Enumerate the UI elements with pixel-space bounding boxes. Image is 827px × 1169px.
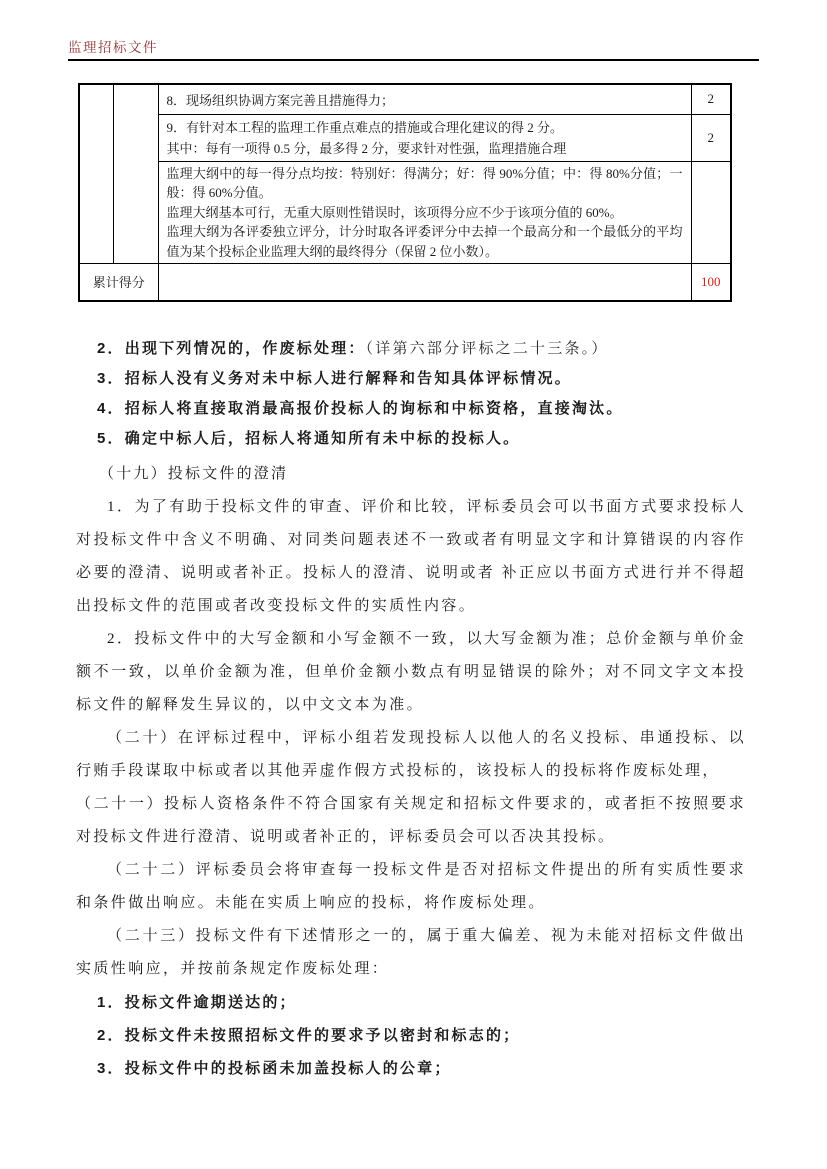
defect-item-2: 2．投标文件未按照招标文件的要求予以密封和标志的； bbox=[97, 1027, 521, 1044]
body-text bbox=[76, 297, 746, 1085]
table-row-9 bbox=[79, 114, 731, 161]
outline-rule-1: 监理大纲中的每一得分点均按：特别好：得满分；好：得 90%分值；中：得 80%分值；一般：得 60%分值。 bbox=[166, 165, 683, 200]
section-19-paragraph-1: 1．为了有助于投标文件的审查、评价和比较，评标委员会可以书面方式要求投标人对投标文件中含义不明确、对同类问题表述不一致或者有明显文字和计算错误的内容作必要的澄清、说明或者补正。投标人的澄清、说明或者 补正应以书面方式进行并不得超出投标文件的范围或者改变投标文件的实质性内容。 bbox=[76, 499, 746, 614]
header-title: 监理招标文件 bbox=[68, 40, 158, 55]
outline-rule-2: 监理大纲基本可行，无重大原则性错误时，该项得分应不少于该项分值的 60%。 bbox=[166, 204, 623, 220]
criterion-9-score: 2 bbox=[691, 114, 731, 161]
total-score-empty-cell bbox=[158, 264, 691, 301]
header-rule bbox=[68, 59, 759, 61]
total-score-value: 100 bbox=[691, 264, 731, 301]
list-item-2-bold: 2．出现下列情况的，作废标处理： bbox=[97, 340, 366, 357]
score-table bbox=[78, 83, 732, 302]
list-item-3: 3．招标人没有义务对未中标人进行解释和告知具体评标情况。 bbox=[97, 370, 572, 387]
table-row-8 bbox=[79, 84, 731, 114]
list-item-4: 4．招标人将直接取消最高报价投标人的询标和中标资格，直接淘汰。 bbox=[97, 400, 624, 417]
table-row-total bbox=[79, 264, 731, 301]
criterion-8-score: 2 bbox=[691, 84, 731, 114]
criterion-9-cell bbox=[158, 114, 691, 161]
empty-category-cell-1 bbox=[79, 84, 113, 264]
outline-rules-score bbox=[691, 161, 731, 264]
list-item-5: 5．确定中标人后，招标人将通知所有未中标的投标人。 bbox=[97, 430, 521, 447]
criterion-9-line1: 9．有针对本工程的监理工作重点难点的措施或合理化建议的得 2 分。 bbox=[166, 119, 564, 135]
page-header bbox=[68, 40, 759, 61]
section-21-paragraph: （二十一）投标人资格条件不符合国家有关规定和招标文件要求的，或者拒不按照要求对投标文件进行澄清、说明或者补正的，评标委员会可以否决其投标。 bbox=[76, 796, 746, 845]
empty-category-cell-2 bbox=[113, 84, 158, 264]
section-19-paragraph-2: 2．投标文件中的大写金额和小写金额不一致，以大写金额为准；总价金额与单价金额不一致，以单价金额为准，但单价金额小数点有明显错误的除外；对不同文字文本投标文件的解释发生异议的，以中文文本为准。 bbox=[76, 631, 746, 713]
list-item-2-note: （详第六部分评标之二十三条。） bbox=[365, 341, 609, 357]
defect-item-3: 3．投标文件中的投标函未加盖投标人的公章； bbox=[97, 1060, 452, 1077]
total-score-label: 累计得分 bbox=[79, 264, 158, 301]
criterion-8-text: 8．现场组织协调方案完善且措施得力； bbox=[158, 84, 691, 114]
outline-rule-3: 监理大纲为各评委独立评分，计分时取各评委评分中去掉一个最高分和一个最低分的平均值为某个投标企业监理大纲的最终得分（保留 2 位小数）。 bbox=[166, 224, 683, 259]
section-19-heading: （十九）投标文件的澄清 bbox=[99, 466, 289, 482]
criterion-9-line2: 其中：每有一项得 0.5 分，最多得 2 分，要求针对性强，监理措施合理 bbox=[166, 140, 567, 156]
outline-rules-cell bbox=[158, 161, 691, 264]
section-23-paragraph: （二十三）投标文件有下述情形之一的，属于重大偏差、视为未能对招标文件做出实质性响应，并按前条规定作废标处理： bbox=[76, 928, 746, 977]
defect-item-1: 1．投标文件逾期送达的； bbox=[97, 994, 297, 1011]
table-row-outline-rules bbox=[79, 161, 731, 264]
list-item-2 bbox=[76, 334, 746, 364]
section-22-paragraph: （二十二）评标委员会将审查每一投标文件是否对招标文件提出的所有实质性要求和条件做出响应。未能在实质上响应的投标，将作废标处理。 bbox=[76, 862, 746, 911]
section-20-paragraph: （二十）在评标过程中，评标小组若发现投标人以他人的名义投标、串通投标、以行贿手段谋取中标或者以其他弄虚作假方式投标的，该投标人的投标将作废标处理， bbox=[76, 730, 746, 779]
